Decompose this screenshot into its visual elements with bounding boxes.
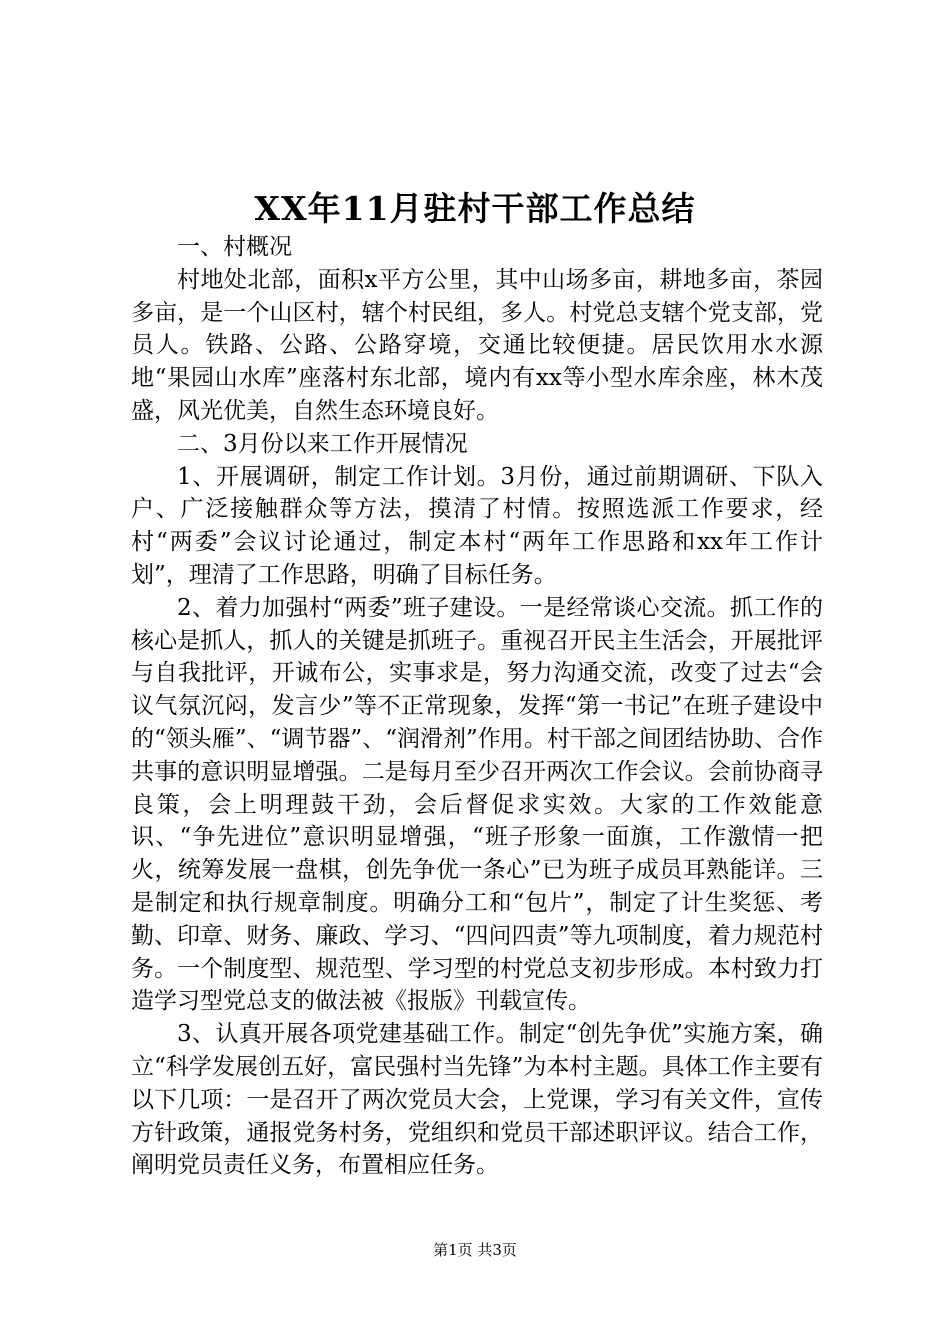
- document-body: [131, 231, 823, 1182]
- body-paragraph: 2、着力加强村“两委”班子建设。一是经常谈心交流。抓工作的核心是抓人，抓人的关键是抓班子。重视召开民主生活会，开展批评与自我批评，开诚布公，实事求是，努力沟通交流，改变了过去“会议气氛沉闷，发言少”等不正常现象，发挥“第一书记”在班子建设中的“领头雁”、“调节器”、“润滑剂”作用。村干部之间团结协助、合作共事的意识明显增强。二是每月至少召开两次工作会议。会前协商寻良策，会上明理鼓干劲，会后督促求实效。大家的工作效能意识、“争先进位”意识明显增强，“班子形象一面旗，工作激情一把火，统筹发展一盘棋，创先争优一条心”已为班子成员耳熟能详。三是制定和执行规章制度。明确分工和“包片”，制定了计生奖惩、考勤、印章、财务、廉政、学习、“四问四责”等九项制度，着力规范村务。一个制度型、规范型、学习型的村党总支初步形成。本村致力打造学习型党总支的做法被《报版》刊载宣传。: [131, 594, 823, 1015]
- body-paragraph: 村地处北部，面积x平方公里，其中山场多亩，耕地多亩，茶园多亩，是一个山区村，辖个村民组，多人。村党总支辖个党支部，党员人。铁路、公路、公路穿境，交通比较便捷。居民饮用水水源地“果园山水库”座落村东北部，境内有xx等小型水库余座，林木茂盛，风光优美，自然生态环境良好。: [131, 266, 823, 424]
- section-heading: 一、村概况: [177, 234, 292, 260]
- section-heading: 二、3月份以来工作开展情况: [177, 430, 468, 457]
- document-title: XX年11月驻村干部工作总结: [254, 189, 696, 228]
- body-paragraph: 1、开展调研，制定工作计划。3月份，通过前期调研、下队入户、广泛接触群众等方法，摸清了村情。按照选派工作要求，经村“两委”会议讨论通过，制定本村“两年工作思路和xx年工作计划”，理清了工作思路，明确了目标任务。: [131, 463, 823, 588]
- body-paragraph: 3、认真开展各项党建基础工作。制定“创先争优”实施方案，确立“科学发展创五好，富民强村当先锋”为本村主题。具体工作主要有以下几项：一是召开了两次党员大会，上党课，学习有关文件，宣传方针政策，通报党务村务，党组织和党员干部述职评议。结合工作，阐明党员责任义务，布置相应任务。: [131, 1021, 823, 1179]
- page-number-footer: 第1页 共3页: [433, 1241, 517, 1259]
